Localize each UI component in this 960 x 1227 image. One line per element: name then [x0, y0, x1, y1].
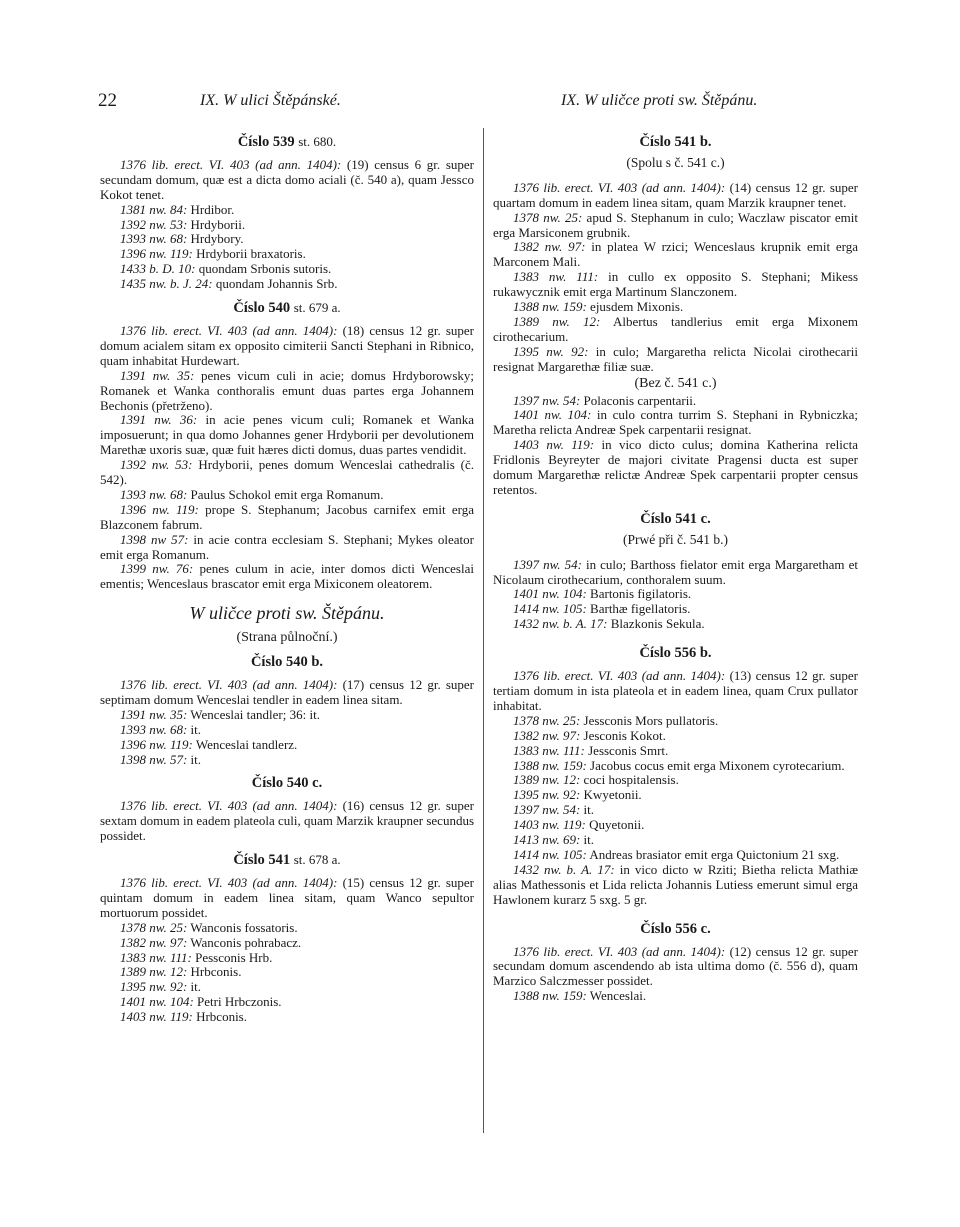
- entry: [493, 669, 858, 714]
- entry: [493, 558, 858, 588]
- entry-ref: 1432 nw. b. A. 17:: [513, 861, 615, 877]
- entry: [100, 980, 474, 995]
- entry: [100, 936, 474, 951]
- entry-text: in vico dicto w Rziti; Bietha relicta Mathiæ alias Mathessonis et Lida relicta Johannis Lutiess emerunt simul erga Hawlonem kurarz 5 sxg. 5 gr.: [493, 861, 858, 907]
- entry: [100, 1010, 474, 1025]
- entry-text: Wenceslai tandlerz.: [192, 736, 298, 752]
- entry-ref: 1413 nw. 69:: [513, 832, 581, 848]
- entry-text: in cullo ex opposito S. Stephani; Mikess rukawycznik emit erga Martinum Slanczonem.: [493, 269, 858, 300]
- left-column: [100, 126, 474, 1025]
- entry-ref: 1393 nw. 68:: [120, 486, 188, 502]
- entry: [493, 803, 858, 818]
- entry: [100, 218, 474, 233]
- section-heading: [493, 512, 858, 527]
- entry: [100, 951, 474, 966]
- entry: [100, 678, 474, 708]
- entry: [100, 965, 474, 980]
- entry-text: in acie contra ecclesiam S. Stephani; Mykes oleator emit erga Romanum.: [100, 531, 475, 562]
- entry: [100, 324, 474, 369]
- entry: [493, 833, 858, 848]
- entry-ref: 1392 nw. 53:: [120, 457, 193, 473]
- entry: [493, 744, 858, 759]
- entry-ref: 1395 nw. 92:: [513, 343, 589, 359]
- entry-ref: 1397 nw. 54:: [513, 392, 581, 408]
- entry-ref: 1391 nw. 35:: [120, 367, 195, 383]
- entry-ref: 1414 nw. 105:: [513, 601, 587, 617]
- entry: [493, 848, 858, 863]
- section-title: Číslo 556 c.: [640, 920, 711, 937]
- entry-text: Jessconis Mors pullatoris.: [580, 712, 719, 728]
- entry-ref: 1382 nw. 97:: [120, 934, 188, 950]
- section-heading: [100, 776, 474, 791]
- entry-ref: 1401 nw. 104:: [513, 407, 592, 423]
- entry: [493, 240, 858, 270]
- entry-text: Hrdybory.: [187, 231, 244, 247]
- section-note: (Bez č. 541 c.): [634, 375, 717, 391]
- entry-ref: 1403 nw. 119:: [120, 1009, 193, 1025]
- entry-text: (16) census 12 gr. super sextam domum in eadem plateola culi, quam Marzik kraupner secundus possidet.: [100, 798, 475, 844]
- entry: [100, 277, 474, 292]
- entry-text: Andreas brasiator emit erga Quictonium 21 sxg.: [586, 846, 840, 862]
- entry-ref: 1403 nw. 119:: [513, 437, 595, 453]
- entry: [493, 602, 858, 617]
- entry-ref: 1376 lib. erect. VI. 403 (ad ann. 1404):: [120, 677, 338, 692]
- entry: [493, 315, 858, 345]
- entry-ref: 1397 nw. 54:: [513, 802, 581, 818]
- entry-text: Albertus tandlerius emit erga Mixonem cirothecarium.: [493, 313, 858, 344]
- entry-ref: 1376 lib. erect. VI. 403 (ad ann. 1404):: [513, 943, 726, 959]
- entry: [493, 181, 858, 211]
- entry-ref: 1433 b. D. 10:: [120, 261, 196, 277]
- entry-text: Jessconis Smrt.: [584, 742, 669, 758]
- section-title: Číslo 541 b.: [639, 134, 712, 150]
- entry-text: (13) census 12 gr. super tertiam domum in ista plateola et in eadem linea, quam Crux pullator inhabitat.: [493, 668, 859, 713]
- entry: [100, 247, 474, 262]
- entry-text: (12) census 12 gr. super secundam domum ascendendo ab ista ultima domo (č. 556 d), quam Marzico Salczmesser possidet.: [493, 943, 859, 989]
- entry: [493, 759, 858, 774]
- entry: [493, 211, 858, 241]
- entry-text: Jesconis Kokot.: [580, 727, 666, 743]
- entry-text: Polaconis carpentarii.: [580, 392, 697, 408]
- entry-ref: 1383 nw. 111:: [513, 269, 599, 285]
- entry-ref: 1401 nw. 104:: [513, 586, 587, 602]
- entry-ref: 1376 lib. erect. VI. 403 (ad ann. 1404):: [120, 322, 338, 338]
- entry-text: apud S. Stephanum in culo; Waczlaw piscator emit erga Marsiconem grubnik.: [493, 209, 858, 240]
- entry-ref: 1393 nw. 68:: [120, 231, 188, 247]
- entry: [493, 270, 858, 300]
- entry-ref: 1435 nw. b. J. 24:: [120, 276, 213, 292]
- entry-ref: 1382 nw. 97:: [513, 239, 586, 255]
- entry: [100, 876, 474, 921]
- entry-ref: 1376 lib. erect. VI. 403 (ad ann. 1404):: [120, 798, 338, 814]
- entry-text: (14) census 12 gr. super quartam domum in eadem linea sitam, quam Marzik kraupner tenet.: [493, 179, 859, 210]
- entry: [493, 863, 858, 908]
- section-title: Číslo 556 b.: [639, 645, 712, 662]
- entry-text: quondam Johannis Srb.: [212, 276, 338, 292]
- entry-ref: 1378 nw. 25:: [120, 919, 188, 935]
- entry: [100, 921, 474, 936]
- entry-ref: 1389 nw. 12:: [513, 313, 601, 329]
- entry-ref: 1391 nw. 35:: [120, 706, 188, 722]
- entry-text: it.: [580, 832, 595, 848]
- entry: [493, 729, 858, 744]
- section-title: Číslo 539: [237, 134, 295, 150]
- entry-text: Hrbconis.: [187, 964, 242, 980]
- entry-text: (19) census 6 gr. super secundam domum, quæ est a dicta domo aciali (č. 540 a), quam Jessco Kokot tenet.: [100, 156, 474, 202]
- entry: [100, 262, 474, 277]
- entry-ref: 1395 nw. 92:: [120, 979, 188, 995]
- street-heading: W uličce proti sw. Štěpánu.: [189, 603, 385, 624]
- entry: [493, 394, 858, 409]
- entry-text: prope S. Stephanum; Jacobus carnifex emit erga Blazconem fabrum.: [100, 501, 474, 532]
- entry: [493, 788, 858, 803]
- entry-text: ejusdem Mixonis.: [586, 299, 684, 315]
- entry: [100, 995, 474, 1010]
- entry: [493, 408, 858, 438]
- left-running-title: IX. W ulici Štěpánské.: [200, 92, 341, 109]
- entry-text: penes culum in acie, inter domos dicti Wenceslai ementis; Wenceslaus brascator emit erga Mixiconem oleatorem.: [100, 561, 474, 592]
- entry: [100, 708, 474, 723]
- entry-text: in culo; Barthoss fielator emit erga Margaretham et Nicolaum cirothecarium, conthoralem suum.: [493, 556, 858, 587]
- entry: [100, 413, 474, 458]
- entry-ref: 1398 nw 57:: [120, 531, 189, 547]
- entry-text: penes vicum culi in acie; domus Hrdyborowsky; Romanek et Wanka conthoralis emunt duas partes erga Johannem Bechonis (přetrženo).: [100, 367, 474, 413]
- section-heading: [100, 135, 474, 150]
- entry-text: Quyetonii.: [585, 817, 645, 833]
- entry-ref: 1392 nw. 53:: [120, 216, 188, 232]
- entry-text: Hrdyborii braxatoris.: [192, 246, 306, 262]
- entry: [100, 738, 474, 753]
- entry-ref: 1376 lib. erect. VI. 403 (ad ann. 1404):: [513, 668, 726, 684]
- side-subheading: (Strana půlnoční.): [236, 630, 338, 646]
- entry-ref: 1397 nw. 54:: [513, 556, 582, 572]
- entry: [100, 799, 474, 844]
- entry: [100, 458, 474, 488]
- entry: [493, 438, 858, 498]
- entry-ref: 1414 nw. 105:: [513, 846, 587, 862]
- entry: [100, 562, 474, 592]
- entry-text: it.: [580, 802, 595, 818]
- entry: [493, 300, 858, 315]
- entry-ref: 1391 nw. 36:: [120, 412, 198, 428]
- section-old-number: st. 680.: [298, 134, 337, 149]
- entry-ref: 1382 nw. 97:: [513, 727, 581, 743]
- page-number: 22: [98, 90, 117, 111]
- entry-ref: 1403 nw. 119:: [513, 817, 586, 833]
- entry-text: Barthæ figellatoris.: [586, 601, 691, 617]
- section-title: Číslo 540 c.: [251, 775, 323, 792]
- section-title: Číslo 541: [233, 852, 291, 869]
- entry-ref: 1388 nw. 159:: [513, 757, 587, 773]
- entry: [493, 587, 858, 602]
- entry: [100, 369, 474, 414]
- entry-ref: 1398 nw. 57:: [120, 751, 188, 767]
- entry: [100, 753, 474, 768]
- entry-ref: 1376 lib. erect. VI. 403 (ad ann. 1404):: [120, 156, 342, 172]
- entry-text: in culo; Margaretha relicta Nicolai cirothecarii resignat Margarethæ filiæ suæ.: [493, 343, 858, 374]
- section-title: Číslo 540 b.: [250, 654, 324, 671]
- entry-text: Bartonis figilatoris.: [586, 586, 692, 602]
- right-column: [493, 126, 858, 1004]
- entry-text: it.: [187, 721, 202, 737]
- entry-ref: 1383 nw. 111:: [120, 949, 192, 965]
- entry-ref: 1432 nw. b. A. 17:: [513, 616, 608, 632]
- section-heading: [100, 301, 474, 316]
- entry-ref: 1376 lib. erect. VI. 403 (ad ann. 1404):: [513, 179, 726, 195]
- section-heading: [100, 853, 474, 868]
- section-heading: [493, 646, 858, 661]
- entry-text: Wenceslai.: [586, 988, 647, 1004]
- entry-text: Hrbconis.: [192, 1009, 247, 1025]
- entry-ref: 1381 nw. 84:: [120, 201, 188, 217]
- entry-text: coci hospitalensis.: [580, 772, 679, 788]
- entry-ref: 1388 nw. 159:: [513, 988, 587, 1004]
- entry-text: Pessconis Hrb.: [191, 949, 273, 965]
- entry: [493, 945, 858, 990]
- entry-ref: 1388 nw. 159:: [513, 299, 587, 315]
- entry-text: Hrdibor.: [187, 201, 235, 217]
- entry-ref: 1389 nw. 12:: [120, 964, 188, 980]
- entry-text: (17) census 12 gr. super septimam domum Wenceslai tendler in eadem linea sitam.: [100, 677, 475, 707]
- entry-text: Paulus Schokol emit erga Romanum.: [187, 486, 384, 502]
- entry-text: Jacobus cocus emit erga Mixonem cyrotecarium.: [586, 757, 845, 773]
- entry-text: Wenceslai tandler; 36: it.: [187, 706, 320, 722]
- entry: [100, 503, 474, 533]
- section-note: (Prwé při č. 541 b.): [623, 531, 728, 547]
- entry-ref: 1378 nw. 25:: [513, 712, 581, 728]
- entry-text: it.: [187, 751, 202, 767]
- entry: [493, 345, 858, 375]
- entry-text: Petri Hrbczonis.: [193, 994, 282, 1010]
- entry-ref: 1396 nw. 119:: [120, 246, 193, 262]
- entry: [100, 232, 474, 247]
- column-divider: [483, 128, 484, 1133]
- entry-text: in acie penes vicum culi; Romanek et Wanka imposuerunt; in qua domo Johannes gener Hrdyborii per devolutionem Marethæ uxoris suæ, quæ fuit hæres dicti domus, duas partes vendidit.: [100, 412, 474, 458]
- entry-ref: 1401 nw. 104:: [120, 994, 194, 1010]
- entry: [493, 773, 858, 788]
- section-old-number: st. 679 a.: [293, 300, 341, 316]
- section-heading: [100, 655, 474, 670]
- section-title: Číslo 540: [233, 300, 291, 317]
- entry-ref: 1383 nw. 111:: [513, 742, 585, 758]
- entry-text: (18) census 12 gr. super domum acialem sitam ex opposito cimiterii Sancti Stephani in Ribnico, quam inhabitat Hurdewart.: [100, 322, 475, 368]
- entry: [100, 158, 474, 203]
- entry-text: Blazkonis Sekula.: [607, 616, 705, 632]
- page-header: [0, 0, 960, 120]
- entry-ref: 1393 nw. 68:: [120, 721, 188, 737]
- entry-text: in platea W rzici; Wenceslaus krupnik emit erga Marconem Mali.: [493, 239, 858, 270]
- entry-text: in culo contra turrim S. Stephani in Rybniczka; Maretha relicta Andreæ Spek carpentarii resignat.: [493, 407, 858, 438]
- entry: [493, 617, 858, 632]
- entry: [100, 488, 474, 503]
- section-heading: [493, 135, 858, 150]
- section-note: (Spolu s č. 541 c.): [626, 154, 725, 170]
- entry-text: Hrdyborii, penes domum Wenceslai cathedralis (č. 542).: [100, 457, 474, 488]
- entry-ref: 1399 nw. 76:: [120, 561, 194, 577]
- entry-text: quondam Srbonis sutoris.: [195, 261, 332, 277]
- entry: [100, 723, 474, 738]
- entry-ref: 1378 nw. 25:: [513, 209, 583, 225]
- entry: [100, 203, 474, 218]
- entry-text: in vico dicto culus; domina Katherina relicta Fridlonis Beyreyter de majori civitate Pragensi ducta est super domum Margarethæ relictæ Andreæ Spek carpentarii propter census retentos.: [493, 437, 858, 497]
- section-old-number: st. 678 a.: [293, 852, 341, 868]
- entry-ref: 1396 nw. 119:: [120, 736, 193, 752]
- entry-text: Wanconis pohrabacz.: [187, 934, 302, 950]
- entry-text: Kwyetonii.: [580, 787, 642, 803]
- entry-text: it.: [187, 979, 202, 995]
- entry-ref: 1389 nw. 12:: [513, 772, 581, 788]
- entry: [493, 714, 858, 729]
- section-heading: [493, 922, 858, 937]
- entry: [493, 818, 858, 833]
- entry: [493, 989, 858, 1004]
- entry-ref: 1396 nw. 119:: [120, 501, 199, 517]
- right-running-title: IX. W uličce proti sw. Štěpánu.: [561, 92, 758, 109]
- entry-ref: 1395 nw. 92:: [513, 787, 581, 803]
- entry-text: Hrdyborii.: [187, 216, 246, 232]
- entry-text: Wanconis fossatoris.: [187, 919, 298, 935]
- entry: [100, 533, 474, 563]
- entry-ref: 1376 lib. erect. VI. 403 (ad ann. 1404):: [120, 874, 338, 890]
- entry-text: (15) census 12 gr. super quintam domum in eadem linea sitam, quam Wanco sepultor mortuorum possidet.: [100, 874, 475, 920]
- section-title: Číslo 541 c.: [640, 510, 711, 527]
